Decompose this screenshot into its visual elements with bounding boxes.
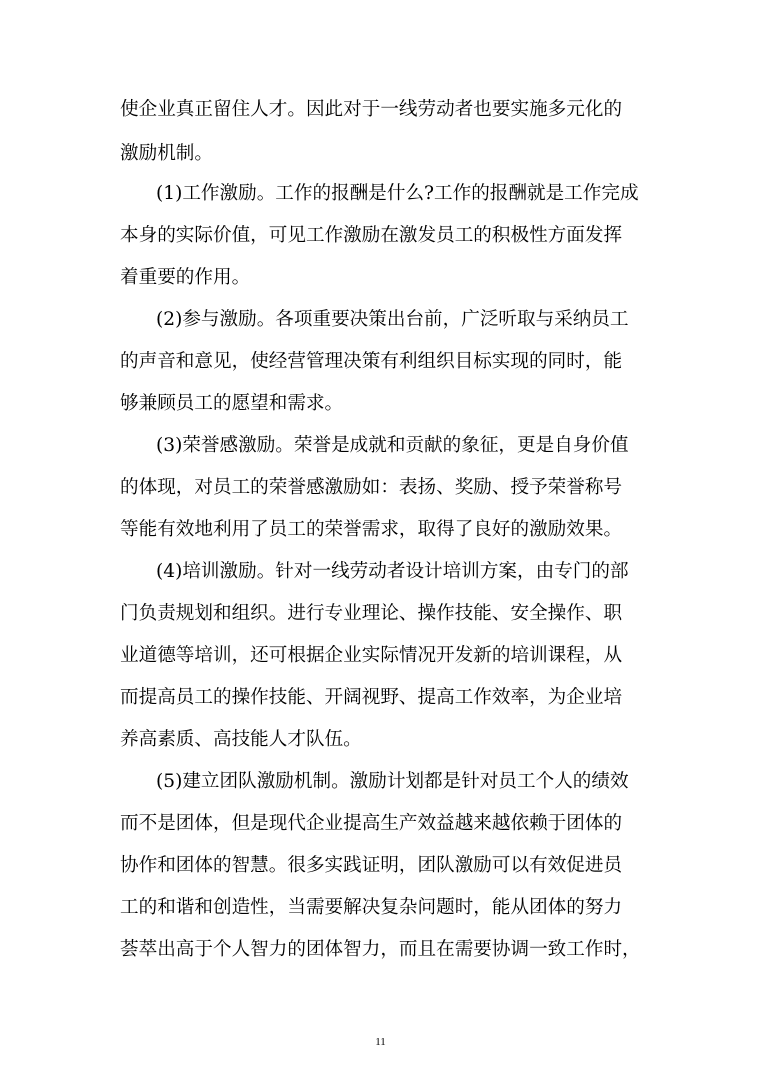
text-line: 够兼顾员工的愿望和需求。 xyxy=(120,393,344,414)
text-line: 荟萃出高于个人智力的团体智力，而且在需要协调一致工作时， xyxy=(120,939,641,960)
text-line: 而提高员工的操作技能、开阔视野、提高工作效率，为企业培 xyxy=(120,687,623,708)
text-line: 激励机制。 xyxy=(120,143,213,164)
text-line: 使企业真正留住人才。因此对于一线劳动者也要实施多元化的 xyxy=(120,99,623,120)
text-line: 门负责规划和组织。进行专业理论、操作技能、安全操作、职 xyxy=(120,603,623,624)
paragraph-participation-incentive-line: (2)参与激励。各项重要决策出台前，广泛听取与采纳员工 xyxy=(156,309,629,330)
paragraph-work-incentive-line: (1)工作激励。工作的报酬是什么?工作的报酬就是工作完成 xyxy=(156,183,639,204)
text-line: 着重要的作用。 xyxy=(120,267,251,288)
text-line: 本身的实际价值，可见工作激励在激发员工的积极性方面发挥 xyxy=(120,225,623,246)
text-line: 的声音和意见，使经营管理决策有利组织目标实现的同时，能 xyxy=(120,351,623,372)
text-line: 养高素质、高技能人才队伍。 xyxy=(120,729,362,750)
text-line: 工的和谐和创造性，当需要解决复杂问题时，能从团体的努力 xyxy=(120,897,623,918)
text-line: 而不是团体，但是现代企业提高生产效益越来越依赖于团体的 xyxy=(120,813,623,834)
paragraph-honor-incentive-line: (3)荣誉感激励。荣誉是成就和贡献的象征，更是自身价值 xyxy=(156,435,629,456)
paragraph-team-incentive-line: (5)建立团队激励机制。激励计划都是针对员工个人的绩效 xyxy=(156,771,629,792)
paragraph-training-incentive-line: (4)培训激励。针对一线劳动者设计培训方案，由专门的部 xyxy=(156,561,629,582)
text-line: 业道德等培训，还可根据企业实际情况开发新的培训课程，从 xyxy=(120,645,623,666)
text-line: 等能有效地利用了员工的荣誉需求，取得了良好的激励效果。 xyxy=(120,519,623,540)
page-number: 11 xyxy=(375,1036,386,1048)
text-line: 的体现，对员工的荣誉感激励如：表扬、奖励、授予荣誉称号 xyxy=(120,477,623,498)
text-line: 协作和团体的智慧。很多实践证明，团队激励可以有效促进员 xyxy=(120,855,623,876)
